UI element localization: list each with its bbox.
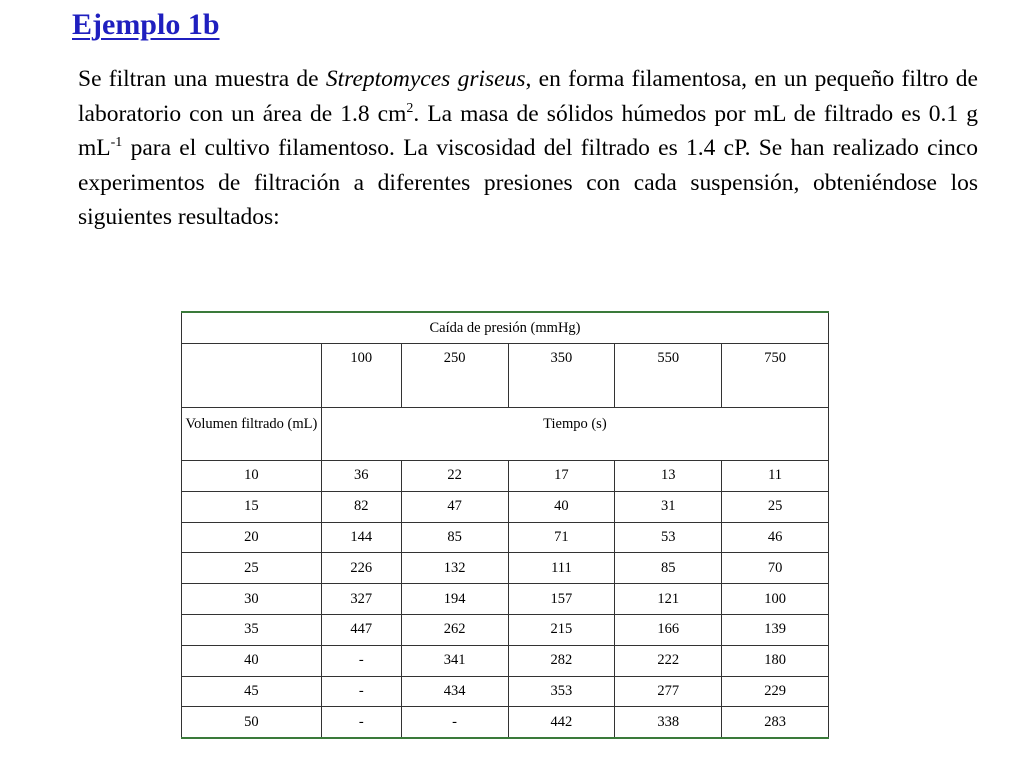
- pressure-value: 100: [321, 344, 401, 408]
- volume-header: Volumen filtrado (mL): [182, 408, 322, 461]
- table-row: [182, 676, 829, 707]
- pressure-header: Caída de presión (mmHg): [182, 312, 829, 344]
- time-cell: 47: [401, 491, 508, 522]
- area-exponent: 2: [406, 100, 414, 116]
- time-cell: 283: [722, 707, 829, 738]
- volume-cell: 45: [182, 676, 322, 707]
- time-cell: -: [321, 707, 401, 738]
- pressure-header-row: [182, 312, 829, 344]
- statement-text-2: , en forma filamentosa, en un pequeño filtro de laboratorio con un área de 1.8 cm: [78, 66, 978, 127]
- pressure-value: 550: [615, 344, 722, 408]
- time-cell: 100: [722, 584, 829, 615]
- time-cell: 22: [401, 461, 508, 492]
- time-cell: 229: [722, 676, 829, 707]
- time-cell: 40: [508, 491, 615, 522]
- volume-cell: 15: [182, 491, 322, 522]
- time-cell: 327: [321, 584, 401, 615]
- time-cell: 36: [321, 461, 401, 492]
- time-cell: 166: [615, 614, 722, 645]
- volume-cell: 35: [182, 614, 322, 645]
- table-row: [182, 584, 829, 615]
- time-cell: 13: [615, 461, 722, 492]
- species-name: Streptomyces griseus: [325, 66, 526, 92]
- volume-cell: 20: [182, 522, 322, 553]
- statement-text-4: para el cultivo filamentoso. La viscosidad del filtrado es 1.4 cP. Se han realizado cinco experimentos de filtración a diferentes presiones con cada suspensión, obteniéndose los siguientes resultados:: [78, 135, 978, 230]
- time-cell: 82: [321, 491, 401, 522]
- empty-header-cell: [182, 344, 322, 408]
- time-cell: 111: [508, 553, 615, 584]
- time-cell: 132: [401, 553, 508, 584]
- time-cell: 222: [615, 645, 722, 676]
- time-cell: 194: [401, 584, 508, 615]
- concentration-exponent: -1: [110, 135, 123, 150]
- time-cell: 341: [401, 645, 508, 676]
- pressure-value: 250: [401, 344, 508, 408]
- volume-cell: 25: [182, 553, 322, 584]
- table-row: [182, 707, 829, 738]
- time-cell: -: [321, 645, 401, 676]
- pressure-values-row: [182, 344, 829, 408]
- time-cell: 11: [722, 461, 829, 492]
- time-cell: 70: [722, 553, 829, 584]
- volume-cell: 50: [182, 707, 322, 738]
- table-row: [182, 461, 829, 492]
- time-cell: 144: [321, 522, 401, 553]
- time-cell: -: [321, 676, 401, 707]
- table-row: [182, 614, 829, 645]
- time-cell: 85: [401, 522, 508, 553]
- time-cell: -: [401, 707, 508, 738]
- time-cell: 226: [321, 553, 401, 584]
- time-cell: 434: [401, 676, 508, 707]
- time-cell: 447: [321, 614, 401, 645]
- pressure-value: 350: [508, 344, 615, 408]
- time-cell: 25: [722, 491, 829, 522]
- filtration-data-table: [181, 311, 829, 739]
- time-cell: 139: [722, 614, 829, 645]
- time-cell: 17: [508, 461, 615, 492]
- time-cell: 338: [615, 707, 722, 738]
- slide-title: Ejemplo 1b: [72, 8, 220, 41]
- time-cell: 442: [508, 707, 615, 738]
- time-cell: 85: [615, 553, 722, 584]
- time-cell: 46: [722, 522, 829, 553]
- time-cell: 277: [615, 676, 722, 707]
- time-cell: 31: [615, 491, 722, 522]
- time-cell: 121: [615, 584, 722, 615]
- table-row: [182, 553, 829, 584]
- table-row: [182, 522, 829, 553]
- time-cell: 71: [508, 522, 615, 553]
- time-header: Tiempo (s): [321, 408, 828, 461]
- volume-cell: 40: [182, 645, 322, 676]
- column-header-row: [182, 408, 829, 461]
- time-cell: 353: [508, 676, 615, 707]
- time-cell: 215: [508, 614, 615, 645]
- table-row: [182, 491, 829, 522]
- statement-text-3: . La masa de sólidos húmedos por mL de filtrado es 0.1 g mL: [78, 100, 978, 161]
- time-cell: 282: [508, 645, 615, 676]
- volume-cell: 10: [182, 461, 322, 492]
- table-row: [182, 645, 829, 676]
- volume-cell: 30: [182, 584, 322, 615]
- time-cell: 262: [401, 614, 508, 645]
- time-cell: 53: [615, 522, 722, 553]
- statement-text-1: Se filtran una muestra de: [78, 66, 326, 92]
- time-cell: 157: [508, 584, 615, 615]
- time-cell: 180: [722, 645, 829, 676]
- problem-statement: [78, 62, 978, 235]
- pressure-value: 750: [722, 344, 829, 408]
